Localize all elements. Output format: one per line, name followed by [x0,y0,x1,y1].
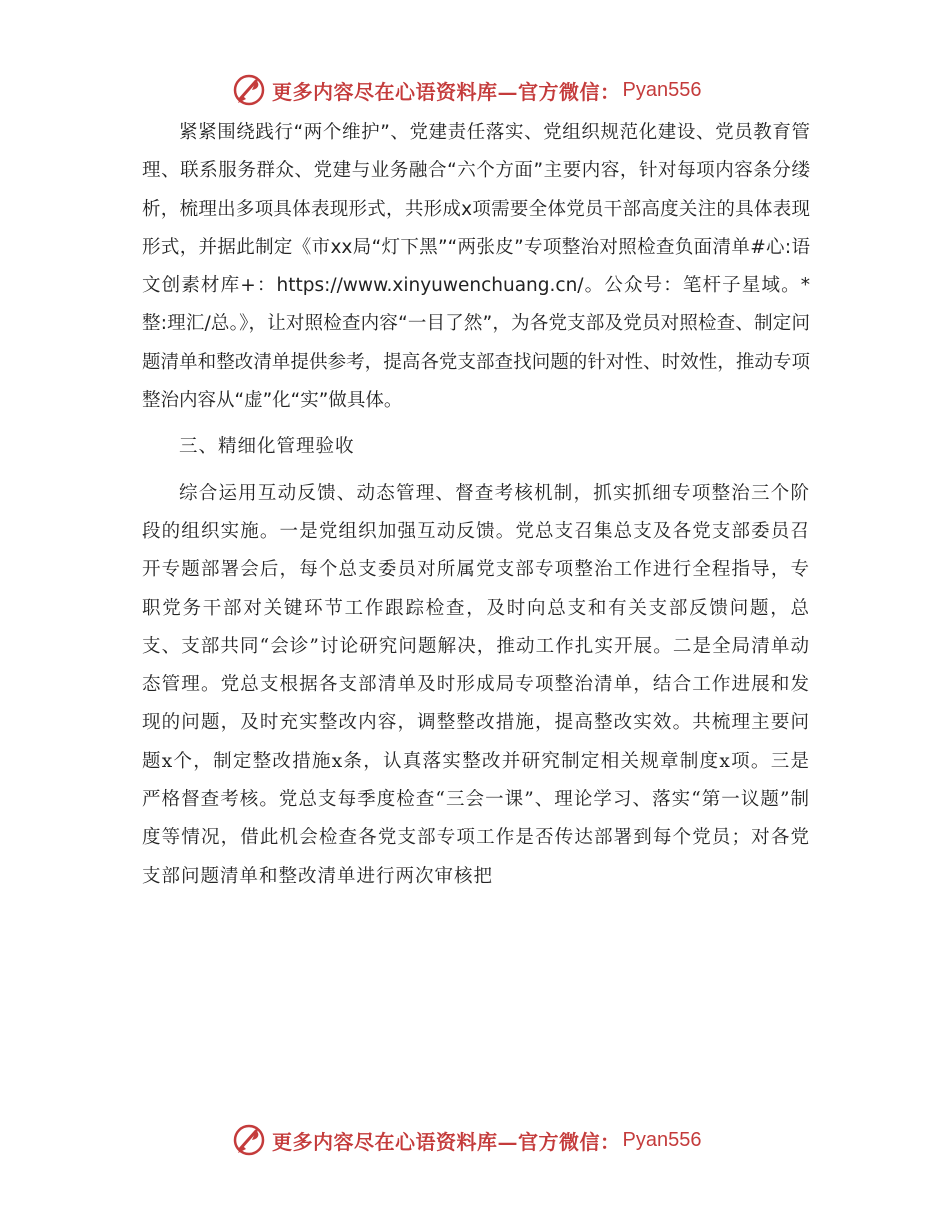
quill-logo-icon [232,1123,266,1157]
watermark-wechat-id: Pyan556 [622,78,702,101]
watermark-banner-top [232,70,752,110]
watermark-banner-bottom [232,1120,752,1160]
watermark-text: 更多内容尽在心语资料库—官方微信： [272,79,621,104]
watermark-text: 更多内容尽在心语资料库—官方微信： [272,1129,621,1154]
quill-logo-icon [232,73,266,107]
watermark-wechat-id: Pyan556 [622,1128,702,1151]
paragraph-acceptance: 综合运用互动反馈、动态管理、督查考核机制，抓实抓细专项整治三个阶段的组织实施。一是党组织加强互动反馈。党总支召集总支及各党支部委员召开专题部署会后，每个总支委员对所属党支部专项整治工作进行全程指导，专职党务干部对关键环节工作跟踪检查，及时向总支和有关支部反馈问题，总支、支部共同“会诊”讨论研究问题解决，推动工作扎实开展。二是全局清单动态管理。党总支根据各支部清单及时形成局专项整治清单，结合工作进展和发现的问题，及时充实整改内容，调整整改措施，提高整改实效。共梳理主要问题x个，制定整改措施x条，认真落实整改并研究制定相关规章制度x项。三是严格督查考核。党总支每季度检查“三会一课”、理论学习、落实“第一议题”制度等情况，借此机会检查各党支部专项工作是否传达部署到每个党员；对各党支部问题清单和整改清单进行两次审核把 [142,482,810,887]
section-heading-3: 三、精细化管理验收 [179,436,355,458]
document-body [142,114,810,896]
paragraph-negative-list: 紧紧围绕践行“两个维护”、党建责任落实、党组织规范化建设、党员教育管理、联系服务群众、党建与业务融合“六个方面”主要内容，针对每项内容条分缕析，梳理出多项具体表现形式，共形成x项需要全体党员干部高度关注的具体表现形式，并据此制定《市xx局“灯下黑”“两张皮”专项整治对照检查负面清单#心:语文创素材库+：https://www.xinyuwenchuang.cn/。公众号：笔杆子星域。*整:理汇/总。》，让对照检查内容“一目了然”，为各党支部及党员对照检查、制定问题清单和整改清单提供参考，提高各党支部查找问题的针对性、时效性，推动专项整治内容从“虚”化“实”做具体。 [142,122,810,412]
